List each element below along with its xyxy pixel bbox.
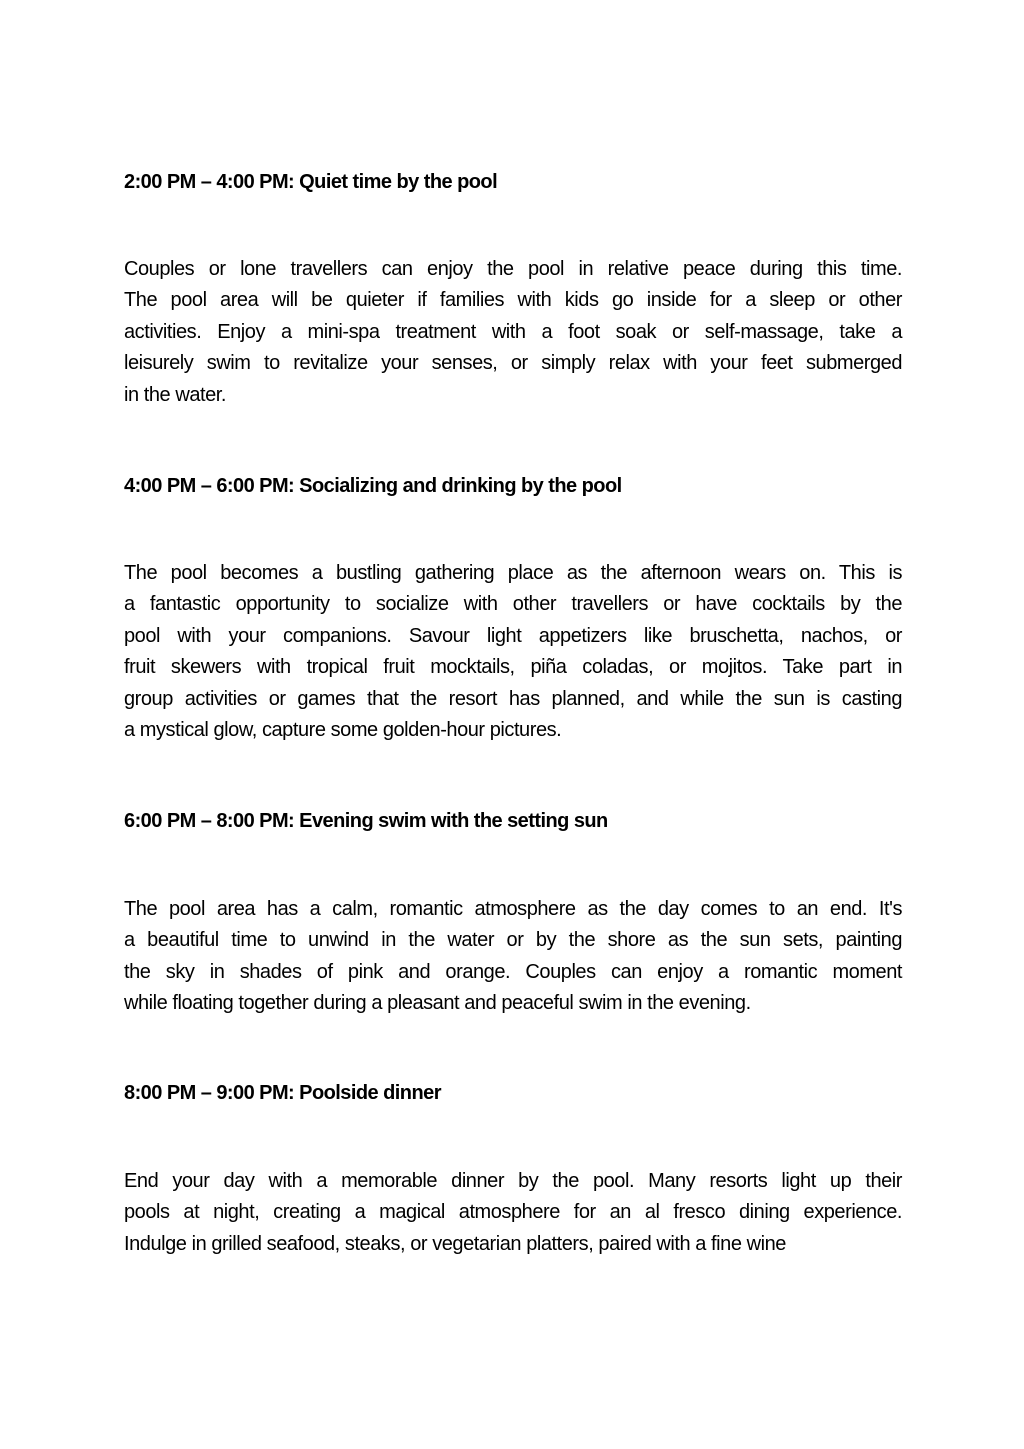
paragraph-line: pool with your companions. Savour light appetizers like bruschetta, nachos, or [124, 624, 902, 647]
paragraph-line: The pool area will be quieter if families with kids go inside for a sleep or other [124, 289, 902, 312]
paragraph-line: leisurely swim to revitalize your senses, or simply relax with your feet submerged [124, 352, 902, 375]
paragraph-line: group activities or games that the resort has planned, and while the sun is casting [124, 687, 902, 710]
paragraph-line: fruit skewers with tropical fruit mocktails, piña coladas, or mojitos. Take part in [124, 656, 902, 679]
paragraph-line: pools at night, creating a magical atmosphere for an al fresco dining experience. [124, 1201, 902, 1224]
paragraph-line: activities. Enjoy a mini-spa treatment with a foot soak or self-massage, take a [124, 320, 902, 343]
section-paragraph-evening-swim [124, 894, 902, 1020]
paragraph-line: while floating together during a pleasant and peaceful swim in the evening. [124, 992, 751, 1015]
paragraph-line: a beautiful time to unwind in the water or by the shore as the sun sets, painting [124, 929, 902, 952]
paragraph-line: a mystical glow, capture some golden-hour pictures. [124, 718, 562, 741]
section-paragraph-socializing [124, 558, 902, 746]
section-paragraph-quiet-time [124, 254, 902, 411]
section-paragraph-poolside-dinner [124, 1166, 902, 1260]
paragraph-line: Couples or lone travellers can enjoy the pool in relative peace during this time. [124, 258, 902, 280]
paragraph-line: a fantastic opportunity to socialize with other travellers or have cocktails by the [124, 593, 902, 616]
paragraph-line: The pool area has a calm, romantic atmosphere as the day comes to an end. It's [124, 898, 902, 920]
paragraph-line: End your day with a memorable dinner by the pool. Many resorts light up their [124, 1170, 902, 1192]
section-heading-evening-swim: 6:00 PM – 8:00 PM: Evening swim with the setting sun [124, 810, 608, 832]
paragraph-line: The pool becomes a bustling gathering place as the afternoon wears on. This is [124, 562, 902, 584]
section-heading-socializing: 4:00 PM – 6:00 PM: Socializing and drinking by the pool [124, 475, 622, 497]
section-heading-poolside-dinner: 8:00 PM – 9:00 PM: Poolside dinner [124, 1082, 441, 1104]
paragraph-line: in the water. [124, 383, 226, 406]
paragraph-line: the sky in shades of pink and orange. Couples can enjoy a romantic moment [124, 960, 902, 983]
section-heading-quiet-time: 2:00 PM – 4:00 PM: Quiet time by the pool [124, 171, 498, 193]
paragraph-line: Indulge in grilled seafood, steaks, or vegetarian platters, paired with a fine wine [124, 1232, 786, 1255]
